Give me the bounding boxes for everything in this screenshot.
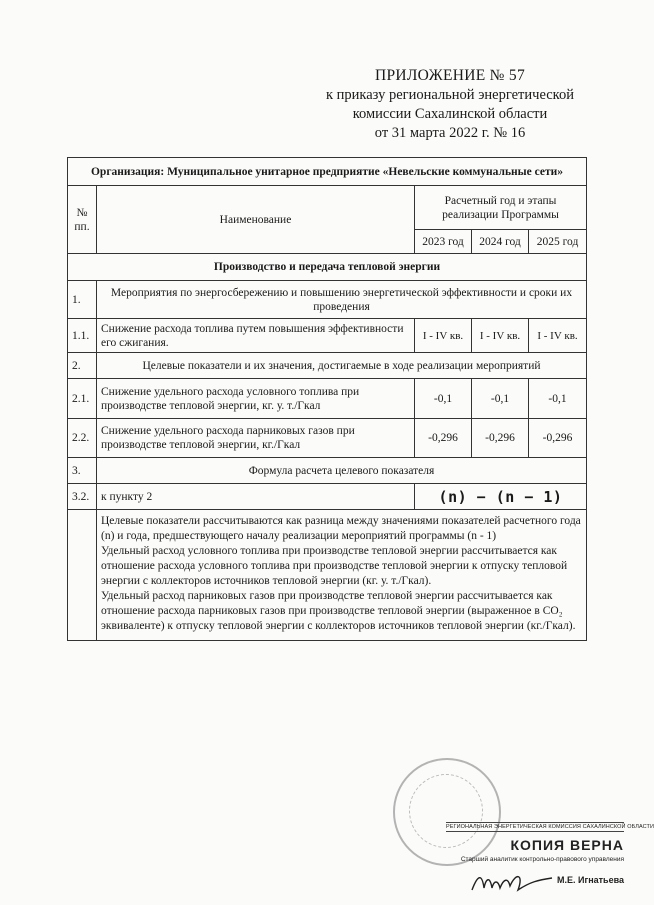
stamp-copy-label: КОПИЯ ВЕРНА <box>510 837 624 853</box>
row-2-text: Целевые показатели и их значения, достигаемые в ходе реализации мероприятий <box>97 353 587 379</box>
signature-mark <box>468 868 558 898</box>
order-line-3: от 31 марта 2022 г. № 16 <box>374 125 526 141</box>
row-1-1-value-2025: I - IV кв. <box>529 319 587 353</box>
description-paragraph-1: Целевые показатели рассчитываются как разница между значениями показателей расчетного года (n) и года, предшествующего началу реализации мероприятий программы (n - 1) <box>101 515 581 542</box>
formula-cell: (n) − (n − 1) <box>415 484 587 510</box>
row-2-2-value-2024: -0,296 <box>472 419 529 458</box>
order-line-2: комиссии Сахалинской области <box>352 106 548 122</box>
row-3-text: Формула расчета целевого показателя <box>97 458 587 484</box>
description-paragraph-3: Удельный расход парниковых газов при производстве тепловой энергии рассчитывается как отношение расхода парниковых газов при производстве тепловой энергии (выраженное в CO₂ эквиваленте) к отпуску тепловой энергии с коллекторов источников тепловой энергии (кг./Гкал). <box>101 590 576 632</box>
row-3-2-text: к пункту 2 <box>97 484 415 510</box>
header-year-2024: 2024 год <box>472 230 529 254</box>
program-table <box>67 157 587 641</box>
row-2-2-text: Снижение удельного расхода парниковых газов при производстве тепловой энергии, кг./Гкал <box>97 419 415 458</box>
row-2-1-value-2023: -0,1 <box>415 379 472 419</box>
row-1-text: Мероприятия по энергосбережению и повышению энергетической эффективности и сроки их проведения <box>97 281 587 319</box>
row-2-number: 2. <box>68 353 97 379</box>
row-2-2-number: 2.2. <box>68 419 97 458</box>
header-period: Расчетный год и этапы реализации Программы <box>415 186 587 230</box>
appendix-title: ПРИЛОЖЕНИЕ № 57 <box>374 67 526 84</box>
row-1-1-text: Снижение расхода топлива путем повышения эффективности его сжигания. <box>97 319 415 353</box>
description-number-cell <box>68 510 97 641</box>
stamp-position: Старший аналитик контрольно-правового управления <box>460 856 624 863</box>
header-year-2023: 2023 год <box>415 230 472 254</box>
order-line-1: к приказу региональной энергетической <box>325 87 574 103</box>
header-year-2025: 2025 год <box>529 230 587 254</box>
description-cell <box>97 510 587 641</box>
row-2-1-text: Снижение удельного расхода условного топлива при производстве тепловой энергии, кг. у. т./Гкал <box>97 379 415 419</box>
row-2-2-value-2025: -0,296 <box>529 419 587 458</box>
row-1-1-number: 1.1. <box>68 319 97 353</box>
appendix-header <box>300 66 600 143</box>
stamp-name: М.Е. Игнатьева <box>556 875 624 885</box>
organization-cell: Организация: Муниципальное унитарное предприятие «Невельские коммунальные сети» <box>68 158 587 186</box>
row-3-2-number: 3.2. <box>68 484 97 510</box>
header-name: Наименование <box>97 186 415 254</box>
row-2-2-value-2023: -0,296 <box>415 419 472 458</box>
row-1-number: 1. <box>68 281 97 319</box>
header-number: № пп. <box>68 186 97 254</box>
row-1-1-value-2023: I - IV кв. <box>415 319 472 353</box>
row-2-1-value-2025: -0,1 <box>529 379 587 419</box>
row-1-1-value-2024: I - IV кв. <box>472 319 529 353</box>
section-production: Производство и передача тепловой энергии <box>68 254 587 281</box>
description-paragraph-2: Удельный расход условного топлива при производстве тепловой энергии рассчитывается как отношение расхода условного топлива при производстве тепловой энергии к отпуску тепловой энергии с коллекторов источников тепловой энергии (кг. у. т./Гкал). <box>101 545 568 587</box>
row-2-1-number: 2.1. <box>68 379 97 419</box>
row-2-1-value-2024: -0,1 <box>472 379 529 419</box>
stamp-organization: РЕГИОНАЛЬНАЯ ЭНЕРГЕТИЧЕСКАЯ КОМИССИЯ САХАЛИНСКОЙ ОБЛАСТИ <box>446 824 654 830</box>
row-3-number: 3. <box>68 458 97 484</box>
